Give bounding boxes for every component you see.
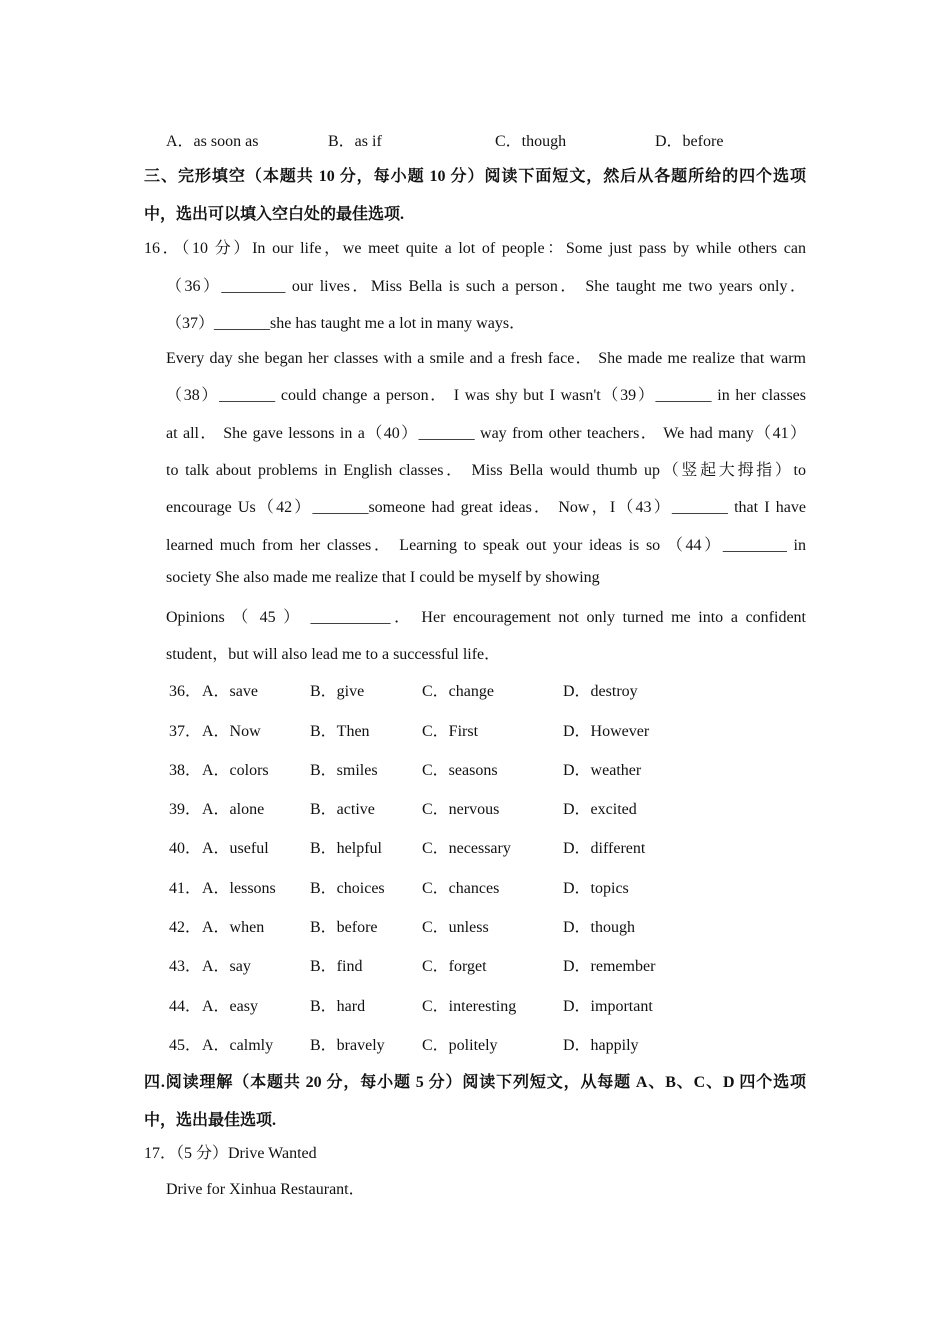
q17-line-1: Drive for Xinhua Restaurant．: [166, 1181, 365, 1198]
q16-line-12: student，but will also lead me to a successful life．: [166, 646, 501, 663]
q17-title: 17．（5 分）Drive Wanted: [144, 1145, 317, 1162]
choice-b: B．find: [310, 958, 363, 975]
choice-c: C．First: [422, 723, 479, 740]
choice-number: 42．: [169, 919, 202, 936]
q16-line-3: （37）_______she has taught me a lot in many ways．: [166, 315, 526, 332]
top-option-b: B．as if: [328, 133, 382, 150]
q16-line-5: （38）_______ could change a person． I was shy but I wasn't（39）_______ in her classes: [166, 387, 806, 404]
choice-b: B．active: [310, 801, 375, 818]
choice-number: 39．: [169, 801, 202, 818]
q16-line-9: learned much from her classes． Learning to speak out your ideas is so （44）________ in: [166, 537, 806, 554]
choice-b: B．before: [310, 919, 378, 936]
choice-a: A．alone: [202, 801, 265, 818]
q16-line-10: society She also made me realize that I could be myself by showing: [166, 569, 600, 586]
q16-line-2: （36）________ our lives．Miss Bella is such a person． She taught me two years only．: [166, 278, 806, 295]
q16-line-7: to talk about problems in English classes． Miss Bella would thumb up（竖起大拇指）to: [166, 462, 806, 479]
choice-c: C．seasons: [422, 762, 498, 779]
section3-heading-line2: 中，选出可以填入空白处的最佳选项.: [144, 206, 405, 223]
section4-heading-line2: 中，选出最佳选项.: [144, 1112, 277, 1129]
choice-c: C．politely: [422, 1037, 498, 1054]
choice-a: A．save: [202, 683, 258, 700]
choice-c: C．nervous: [422, 801, 500, 818]
choice-d: D．though: [563, 919, 636, 936]
choice-number: 40．: [169, 840, 202, 857]
choice-b: B．give: [310, 683, 365, 700]
choice-a: A．useful: [202, 840, 269, 857]
choice-a: A．calmly: [202, 1037, 274, 1054]
choice-c: C．forget: [422, 958, 487, 975]
choice-c: C．change: [422, 683, 494, 700]
choice-number: 37．: [169, 723, 202, 740]
q16-line-1: 16．（10 分）In our life，we meet quite a lot of people：Some just pass by while others can: [144, 240, 806, 257]
choice-d: D．excited: [563, 801, 637, 818]
choice-a: A．Now: [202, 723, 261, 740]
choice-b: B．hard: [310, 998, 366, 1015]
choice-number: 36．: [169, 683, 202, 700]
choice-c: C．interesting: [422, 998, 517, 1015]
q16-line-11: Opinions （ 45 ） __________． Her encouragement not only turned me into a confident: [166, 609, 806, 626]
choice-b: B．choices: [310, 880, 385, 897]
choice-number: 45．: [169, 1037, 202, 1054]
choice-b: B．bravely: [310, 1037, 385, 1054]
q16-line-6: at all． She gave lessons in a（40）_______ way from other teachers． We had many（41）: [166, 425, 806, 442]
choice-d: D．happily: [563, 1037, 639, 1054]
choice-a: A．when: [202, 919, 265, 936]
choice-c: C．necessary: [422, 840, 511, 857]
choice-d: D．However: [563, 723, 650, 740]
choice-number: 44．: [169, 998, 202, 1015]
choice-c: C．unless: [422, 919, 489, 936]
choice-b: B．Then: [310, 723, 370, 740]
choice-a: A．say: [202, 958, 251, 975]
choice-d: D．remember: [563, 958, 656, 975]
section3-heading-line1: 三、完形填空（本题共 10 分，每小题 10 分）阅读下面短文，然后从各题所给的四个选项: [144, 168, 806, 185]
q16-line-4: Every day she began her classes with a smile and a fresh face． She made me realize that warm: [166, 350, 806, 367]
choice-c: C．chances: [422, 880, 500, 897]
choice-a: A．lessons: [202, 880, 276, 897]
choice-d: D．weather: [563, 762, 642, 779]
section4-heading-line1: 四.阅读理解（本题共 20 分，每小题 5 分）阅读下列短文，从每题 A、B、C、D 四个选项: [144, 1074, 806, 1091]
choice-d: D．topics: [563, 880, 629, 897]
choice-number: 38．: [169, 762, 202, 779]
top-option-a: A．as soon as: [166, 133, 259, 150]
choice-d: D．destroy: [563, 683, 638, 700]
top-option-c: C．though: [495, 133, 567, 150]
top-option-d: D．before: [655, 133, 724, 150]
choice-b: B．helpful: [310, 840, 382, 857]
choice-number: 43．: [169, 958, 202, 975]
choice-d: D．different: [563, 840, 646, 857]
choice-b: B．smiles: [310, 762, 378, 779]
choice-a: A．colors: [202, 762, 269, 779]
choice-a: A．easy: [202, 998, 258, 1015]
choice-number: 41．: [169, 880, 202, 897]
q16-line-8: encourage Us（42）_______someone had great ideas． Now，I（43）_______ that I have: [166, 499, 806, 516]
choice-d: D．important: [563, 998, 653, 1015]
